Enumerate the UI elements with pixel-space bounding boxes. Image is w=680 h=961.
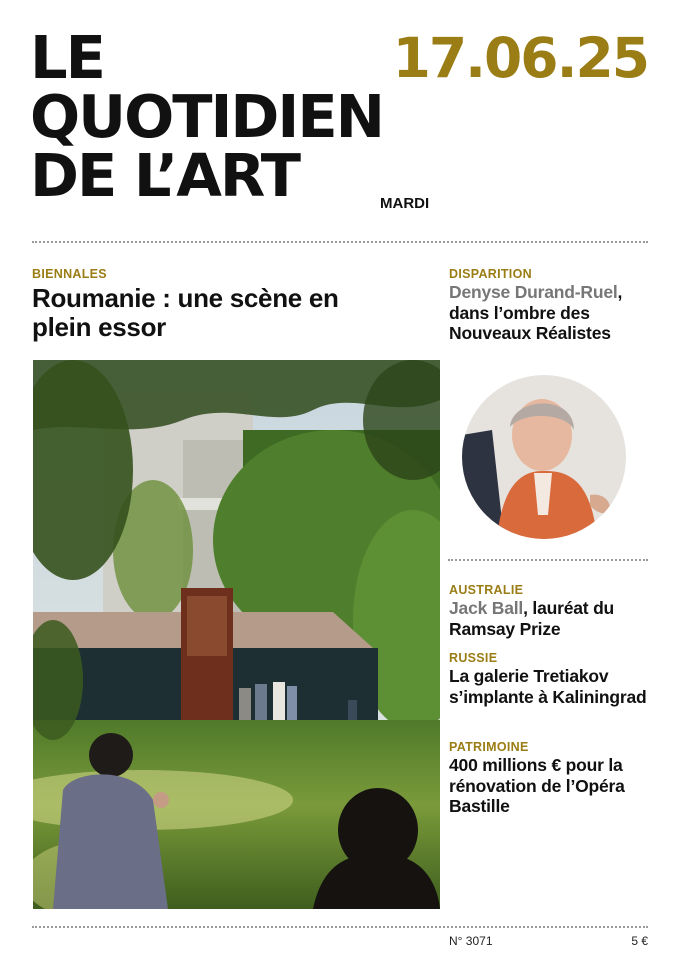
side-story-3[interactable]: [449, 651, 649, 707]
side-1-headline: [449, 282, 649, 344]
side-2-headline: [449, 598, 649, 639]
side-story-4[interactable]: [449, 740, 649, 817]
side-2-rest: , lauréat du Ramsay Prize: [449, 598, 615, 639]
side-1-name: Denyse Durand-Ruel: [449, 282, 618, 302]
side-1-kicker: DISPARITION: [449, 267, 532, 281]
side-story-2[interactable]: [449, 583, 649, 639]
masthead-line-1: LE: [30, 23, 104, 92]
issue-date: 17.06.25: [392, 26, 648, 90]
issue-price: 5 €: [631, 934, 648, 948]
lead-headline[interactable]: Roumanie : une scène en plein essor: [32, 283, 339, 342]
masthead-line-3: DE L’ART: [30, 141, 299, 210]
issue-weekday: MARDI: [380, 195, 430, 212]
divider-side: [448, 559, 648, 561]
side-4-headline: 400 millions € pour la rénovation de l’Opéra Bastille: [449, 755, 625, 816]
masthead-line-2: QUOTIDIEN: [30, 82, 384, 151]
side-2-name: Jack Ball: [449, 598, 524, 618]
portrait-photo: [462, 375, 626, 539]
masthead-title: [30, 23, 450, 210]
divider-top: [32, 241, 648, 243]
lead-photo[interactable]: [33, 360, 440, 909]
side-3-headline: La galerie Tretiakov s’implante à Kaliningrad: [449, 666, 647, 707]
divider-bottom: [32, 926, 648, 928]
side-4-kicker: PATRIMOINE: [449, 740, 529, 754]
issue-number: N° 3071: [449, 934, 493, 948]
side-2-kicker: AUSTRALIE: [449, 583, 524, 597]
side-1-rest: , dans l’ombre des Nouveaux Réalistes: [449, 282, 623, 343]
lead-kicker: BIENNALES: [32, 267, 107, 281]
side-story-1[interactable]: [449, 267, 649, 344]
side-3-kicker: RUSSIE: [449, 651, 498, 665]
